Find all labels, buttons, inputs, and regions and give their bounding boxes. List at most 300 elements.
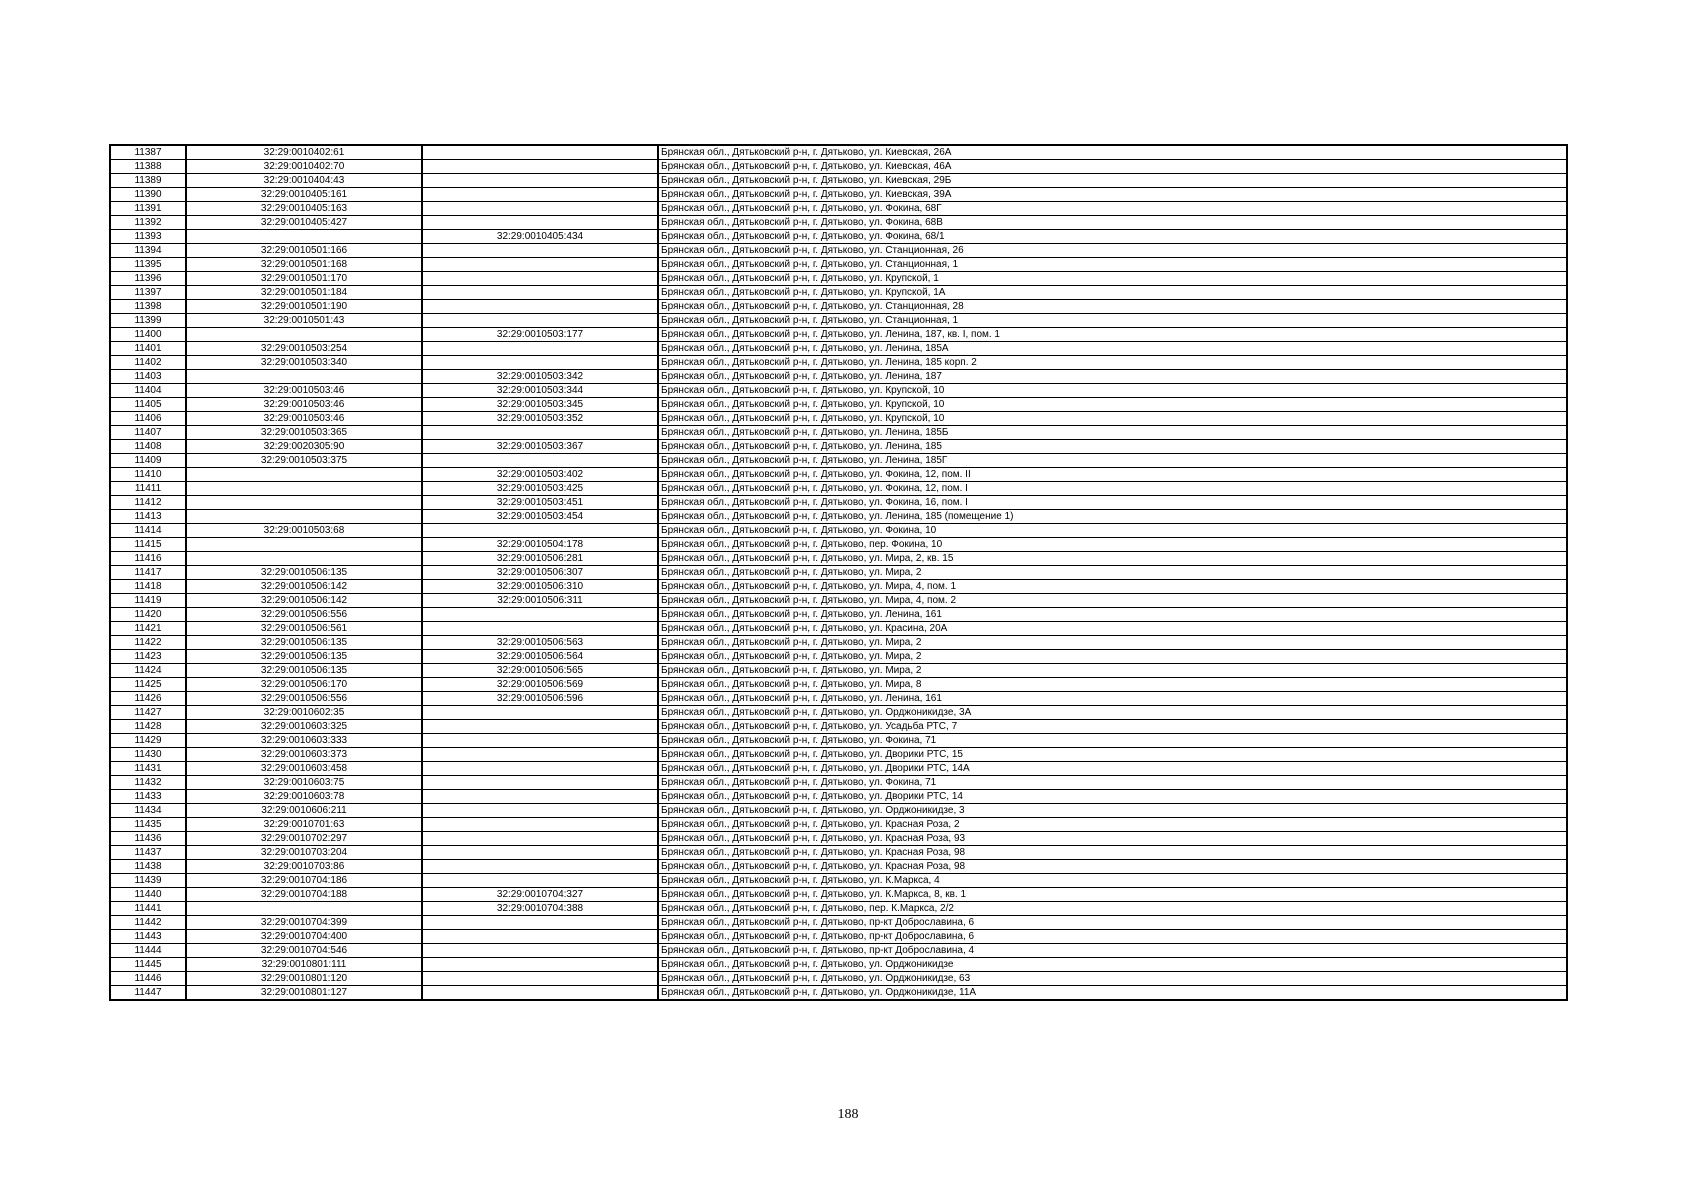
row-number-cell: 11444 [110, 944, 186, 958]
row-number-cell: 11420 [110, 608, 186, 622]
address-cell: Брянская обл., Дятьковский р-н, г. Дятьково, ул. Мира, 2 [658, 566, 1567, 580]
object-cadastral-number-cell: 32:29:0010503:367 [422, 440, 658, 454]
object-cadastral-number-cell [422, 426, 658, 440]
land-cadastral-number-cell: 32:29:0010603:75 [186, 776, 422, 790]
address-cell: Брянская обл., Дятьковский р-н, г. Дятьково, ул. Мира, 4, пом. 1 [658, 580, 1567, 594]
address-cell: Брянская обл., Дятьковский р-н, г. Дятьково, ул. Ленина, 161 [658, 692, 1567, 706]
land-cadastral-number-cell [186, 328, 422, 342]
address-cell: Брянская обл., Дятьковский р-н, г. Дятьково, ул. Орджоникидзе, 3 [658, 804, 1567, 818]
row-number-cell: 11440 [110, 888, 186, 902]
object-cadastral-number-cell [422, 930, 658, 944]
object-cadastral-number-cell: 32:29:0010506:596 [422, 692, 658, 706]
object-cadastral-number-cell: 32:29:0010405:434 [422, 230, 658, 244]
table-row [110, 944, 1567, 958]
row-number-cell: 11415 [110, 538, 186, 552]
object-cadastral-number-cell [422, 314, 658, 328]
row-number-cell: 11430 [110, 748, 186, 762]
table-row [110, 790, 1567, 804]
land-cadastral-number-cell: 32:29:0010503:254 [186, 342, 422, 356]
object-cadastral-number-cell [422, 986, 658, 1001]
table-row [110, 412, 1567, 426]
row-number-cell: 11417 [110, 566, 186, 580]
table-row [110, 986, 1567, 1001]
table-row [110, 622, 1567, 636]
object-cadastral-number-cell [422, 356, 658, 370]
table-row [110, 482, 1567, 496]
object-cadastral-number-cell [422, 860, 658, 874]
row-number-cell: 11439 [110, 874, 186, 888]
land-cadastral-number-cell: 32:29:0010701:63 [186, 818, 422, 832]
row-number-cell: 11419 [110, 594, 186, 608]
object-cadastral-number-cell [422, 300, 658, 314]
object-cadastral-number-cell [422, 286, 658, 300]
row-number-cell: 11414 [110, 524, 186, 538]
object-cadastral-number-cell: 32:29:0010503:425 [422, 482, 658, 496]
land-cadastral-number-cell: 32:29:0010801:127 [186, 986, 422, 1001]
table-row [110, 398, 1567, 412]
row-number-cell: 11410 [110, 468, 186, 482]
address-cell: Брянская обл., Дятьковский р-н, г. Дятьково, ул. Фокина, 12, пом. I [658, 482, 1567, 496]
table-row [110, 314, 1567, 328]
table-row [110, 818, 1567, 832]
object-cadastral-number-cell [422, 342, 658, 356]
land-cadastral-number-cell: 32:29:0010506:142 [186, 594, 422, 608]
land-cadastral-number-cell: 32:29:0010603:333 [186, 734, 422, 748]
land-cadastral-number-cell: 32:29:0010506:135 [186, 650, 422, 664]
land-cadastral-number-cell: 32:29:0010402:70 [186, 160, 422, 174]
row-number-cell: 11433 [110, 790, 186, 804]
row-number-cell: 11422 [110, 636, 186, 650]
row-number-cell: 11407 [110, 426, 186, 440]
page-number: 188 [837, 1107, 859, 1122]
land-cadastral-number-cell: 32:29:0010503:340 [186, 356, 422, 370]
address-cell: Брянская обл., Дятьковский р-н, г. Дятьково, ул. Ленина, 185 корп. 2 [658, 356, 1567, 370]
table-row [110, 902, 1567, 916]
row-number-cell: 11390 [110, 188, 186, 202]
address-cell: Брянская обл., Дятьковский р-н, г. Дятьково, ул. К.Маркса, 4 [658, 874, 1567, 888]
table-row [110, 972, 1567, 986]
object-cadastral-number-cell: 32:29:0010506:307 [422, 566, 658, 580]
row-number-cell: 11445 [110, 958, 186, 972]
row-number-cell: 11388 [110, 160, 186, 174]
table-row [110, 300, 1567, 314]
land-cadastral-number-cell: 32:29:0010704:186 [186, 874, 422, 888]
table-row [110, 258, 1567, 272]
land-cadastral-number-cell [186, 482, 422, 496]
address-cell: Брянская обл., Дятьковский р-н, г. Дятьково, пер. Фокина, 10 [658, 538, 1567, 552]
address-cell: Брянская обл., Дятьковский р-н, г. Дятьково, пр-кт Доброславина, 6 [658, 930, 1567, 944]
address-cell: Брянская обл., Дятьковский р-н, г. Дятьково, ул. Дворики РТС, 15 [658, 748, 1567, 762]
address-cell: Брянская обл., Дятьковский р-н, г. Дятьково, ул. Фокина, 71 [658, 776, 1567, 790]
land-cadastral-number-cell: 32:29:0010405:163 [186, 202, 422, 216]
row-number-cell: 11441 [110, 902, 186, 916]
object-cadastral-number-cell [422, 748, 658, 762]
land-cadastral-number-cell: 32:29:0010503:375 [186, 454, 422, 468]
land-cadastral-number-cell: 32:29:0010402:61 [186, 145, 422, 160]
table-row [110, 734, 1567, 748]
address-cell: Брянская обл., Дятьковский р-н, г. Дятьково, ул. Ленина, 185 [658, 440, 1567, 454]
object-cadastral-number-cell: 32:29:0010503:454 [422, 510, 658, 524]
table-row [110, 692, 1567, 706]
table-row [110, 762, 1567, 776]
table-row [110, 888, 1567, 902]
table-row [110, 244, 1567, 258]
object-cadastral-number-cell [422, 832, 658, 846]
row-number-cell: 11425 [110, 678, 186, 692]
row-number-cell: 11446 [110, 972, 186, 986]
row-number-cell: 11435 [110, 818, 186, 832]
object-cadastral-number-cell [422, 622, 658, 636]
object-cadastral-number-cell [422, 804, 658, 818]
table-row [110, 678, 1567, 692]
land-cadastral-number-cell [186, 496, 422, 510]
row-number-cell: 11405 [110, 398, 186, 412]
land-cadastral-number-cell: 32:29:0010503:68 [186, 524, 422, 538]
land-cadastral-number-cell: 32:29:0010704:399 [186, 916, 422, 930]
object-cadastral-number-cell: 32:29:0010503:451 [422, 496, 658, 510]
land-cadastral-number-cell: 32:29:0010506:556 [186, 692, 422, 706]
land-cadastral-number-cell: 32:29:0010501:43 [186, 314, 422, 328]
table-row [110, 188, 1567, 202]
address-cell: Брянская обл., Дятьковский р-н, г. Дятьково, ул. К.Маркса, 8, кв. 1 [658, 888, 1567, 902]
object-cadastral-number-cell [422, 790, 658, 804]
table-row [110, 174, 1567, 188]
land-cadastral-number-cell [186, 552, 422, 566]
table-row [110, 538, 1567, 552]
row-number-cell: 11403 [110, 370, 186, 384]
row-number-cell: 11396 [110, 272, 186, 286]
object-cadastral-number-cell [422, 776, 658, 790]
object-cadastral-number-cell: 32:29:0010506:569 [422, 678, 658, 692]
land-cadastral-number-cell: 32:29:0010506:170 [186, 678, 422, 692]
land-cadastral-number-cell: 32:29:0010603:325 [186, 720, 422, 734]
row-number-cell: 11394 [110, 244, 186, 258]
land-cadastral-number-cell: 32:29:0010603:78 [186, 790, 422, 804]
object-cadastral-number-cell [422, 958, 658, 972]
address-cell: Брянская обл., Дятьковский р-н, г. Дятьково, ул. Орджоникидзе, 11А [658, 986, 1567, 1001]
object-cadastral-number-cell [422, 258, 658, 272]
table-row [110, 145, 1567, 160]
land-cadastral-number-cell: 32:29:0010405:427 [186, 216, 422, 230]
table-row [110, 552, 1567, 566]
row-number-cell: 11387 [110, 145, 186, 160]
land-cadastral-number-cell: 32:29:0010501:184 [186, 286, 422, 300]
object-cadastral-number-cell: 32:29:0010504:178 [422, 538, 658, 552]
table-row [110, 160, 1567, 174]
table-row [110, 216, 1567, 230]
object-cadastral-number-cell [422, 608, 658, 622]
object-cadastral-number-cell [422, 188, 658, 202]
object-cadastral-number-cell [422, 524, 658, 538]
row-number-cell: 11411 [110, 482, 186, 496]
address-cell: Брянская обл., Дятьковский р-н, г. Дятьково, ул. Крупской, 1 [658, 272, 1567, 286]
land-cadastral-number-cell [186, 230, 422, 244]
table-row [110, 370, 1567, 384]
row-number-cell: 11418 [110, 580, 186, 594]
address-cell: Брянская обл., Дятьковский р-н, г. Дятьково, пр-кт Доброславина, 6 [658, 916, 1567, 930]
object-cadastral-number-cell: 32:29:0010503:344 [422, 384, 658, 398]
address-cell: Брянская обл., Дятьковский р-н, г. Дятьково, ул. Ленина, 185 (помещение 1) [658, 510, 1567, 524]
land-cadastral-number-cell: 32:29:0010503:46 [186, 398, 422, 412]
table-row [110, 566, 1567, 580]
address-cell: Брянская обл., Дятьковский р-н, г. Дятьково, ул. Крупской, 10 [658, 398, 1567, 412]
row-number-cell: 11438 [110, 860, 186, 874]
address-cell: Брянская обл., Дятьковский р-н, г. Дятьково, ул. Красная Роза, 2 [658, 818, 1567, 832]
object-cadastral-number-cell [422, 244, 658, 258]
object-cadastral-number-cell [422, 818, 658, 832]
table-row [110, 580, 1567, 594]
object-cadastral-number-cell [422, 454, 658, 468]
table-row [110, 426, 1567, 440]
address-cell: Брянская обл., Дятьковский р-н, г. Дятьково, ул. Мира, 2, кв. 15 [658, 552, 1567, 566]
table-row [110, 664, 1567, 678]
object-cadastral-number-cell [422, 145, 658, 160]
table-row [110, 636, 1567, 650]
table-row [110, 440, 1567, 454]
land-cadastral-number-cell: 32:29:0010801:111 [186, 958, 422, 972]
object-cadastral-number-cell: 32:29:0010503:177 [422, 328, 658, 342]
object-cadastral-number-cell [422, 874, 658, 888]
land-cadastral-number-cell: 32:29:0010801:120 [186, 972, 422, 986]
table-row [110, 510, 1567, 524]
address-cell: Брянская обл., Дятьковский р-н, г. Дятьково, ул. Киевская, 39А [658, 188, 1567, 202]
object-cadastral-number-cell [422, 216, 658, 230]
row-number-cell: 11421 [110, 622, 186, 636]
land-cadastral-number-cell: 32:29:0010603:373 [186, 748, 422, 762]
object-cadastral-number-cell: 32:29:0010503:342 [422, 370, 658, 384]
address-cell: Брянская обл., Дятьковский р-н, г. Дятьково, ул. Ленина, 187 [658, 370, 1567, 384]
row-number-cell: 11413 [110, 510, 186, 524]
table-row [110, 524, 1567, 538]
object-cadastral-number-cell: 32:29:0010506:565 [422, 664, 658, 678]
object-cadastral-number-cell [422, 202, 658, 216]
land-cadastral-number-cell: 32:29:0010506:135 [186, 566, 422, 580]
address-cell: Брянская обл., Дятьковский р-н, г. Дятьково, ул. Дворики РТС, 14 [658, 790, 1567, 804]
land-cadastral-number-cell [186, 370, 422, 384]
land-cadastral-number-cell: 32:29:0010506:556 [186, 608, 422, 622]
object-cadastral-number-cell: 32:29:0010506:311 [422, 594, 658, 608]
row-number-cell: 11406 [110, 412, 186, 426]
row-number-cell: 11423 [110, 650, 186, 664]
land-cadastral-number-cell: 32:29:0010506:142 [186, 580, 422, 594]
object-cadastral-number-cell: 32:29:0010506:564 [422, 650, 658, 664]
object-cadastral-number-cell [422, 272, 658, 286]
address-cell: Брянская обл., Дятьковский р-н, г. Дятьково, ул. Крупской, 1А [658, 286, 1567, 300]
address-cell: Брянская обл., Дятьковский р-н, г. Дятьково, ул. Красина, 20А [658, 622, 1567, 636]
land-cadastral-number-cell: 32:29:0010404:43 [186, 174, 422, 188]
object-cadastral-number-cell [422, 944, 658, 958]
object-cadastral-number-cell [422, 734, 658, 748]
land-cadastral-number-cell: 32:29:0010503:46 [186, 412, 422, 426]
address-cell: Брянская обл., Дятьковский р-н, г. Дятьково, ул. Красная Роза, 98 [658, 860, 1567, 874]
row-number-cell: 11431 [110, 762, 186, 776]
object-cadastral-number-cell [422, 916, 658, 930]
table-row [110, 860, 1567, 874]
land-cadastral-number-cell: 32:29:0020305:90 [186, 440, 422, 454]
row-number-cell: 11424 [110, 664, 186, 678]
table-row [110, 468, 1567, 482]
table-row [110, 272, 1567, 286]
row-number-cell: 11442 [110, 916, 186, 930]
land-cadastral-number-cell [186, 538, 422, 552]
row-number-cell: 11428 [110, 720, 186, 734]
address-cell: Брянская обл., Дятьковский р-н, г. Дятьково, ул. Мира, 2 [658, 650, 1567, 664]
address-cell: Брянская обл., Дятьковский р-н, г. Дятьково, ул. Ленина, 185Б [658, 426, 1567, 440]
address-cell: Брянская обл., Дятьковский р-н, г. Дятьково, ул. Орджоникидзе, 63 [658, 972, 1567, 986]
address-cell: Брянская обл., Дятьковский р-н, г. Дятьково, ул. Крупской, 10 [658, 412, 1567, 426]
row-number-cell: 11401 [110, 342, 186, 356]
address-cell: Брянская обл., Дятьковский р-н, г. Дятьково, ул. Киевская, 46А [658, 160, 1567, 174]
address-cell: Брянская обл., Дятьковский р-н, г. Дятьково, ул. Орджоникидзе [658, 958, 1567, 972]
object-cadastral-number-cell: 32:29:0010503:345 [422, 398, 658, 412]
land-cadastral-number-cell: 32:29:0010704:400 [186, 930, 422, 944]
object-cadastral-number-cell [422, 762, 658, 776]
table-row [110, 650, 1567, 664]
land-cadastral-number-cell: 32:29:0010501:190 [186, 300, 422, 314]
row-number-cell: 11398 [110, 300, 186, 314]
table-row [110, 608, 1567, 622]
table-row [110, 916, 1567, 930]
object-cadastral-number-cell: 32:29:0010503:402 [422, 468, 658, 482]
address-cell: Брянская обл., Дятьковский р-н, г. Дятьково, ул. Красная Роза, 98 [658, 846, 1567, 860]
address-cell: Брянская обл., Дятьковский р-н, г. Дятьково, ул. Усадьба РТС, 7 [658, 720, 1567, 734]
land-cadastral-number-cell: 32:29:0010506:561 [186, 622, 422, 636]
land-cadastral-number-cell: 32:29:0010405:161 [186, 188, 422, 202]
address-cell: Брянская обл., Дятьковский р-н, г. Дятьково, ул. Ленина, 185Г [658, 454, 1567, 468]
row-number-cell: 11427 [110, 706, 186, 720]
address-cell: Брянская обл., Дятьковский р-н, г. Дятьково, ул. Мира, 4, пом. 2 [658, 594, 1567, 608]
land-cadastral-number-cell: 32:29:0010506:135 [186, 664, 422, 678]
row-number-cell: 11402 [110, 356, 186, 370]
address-cell: Брянская обл., Дятьковский р-н, г. Дятьково, ул. Фокина, 12, пом. II [658, 468, 1567, 482]
row-number-cell: 11393 [110, 230, 186, 244]
table-row [110, 958, 1567, 972]
address-cell: Брянская обл., Дятьковский р-н, г. Дятьково, ул. Фокина, 68/1 [658, 230, 1567, 244]
land-cadastral-number-cell [186, 510, 422, 524]
table-row [110, 328, 1567, 342]
row-number-cell: 11432 [110, 776, 186, 790]
object-cadastral-number-cell [422, 160, 658, 174]
table-row [110, 202, 1567, 216]
land-cadastral-number-cell: 32:29:0010702:297 [186, 832, 422, 846]
address-cell: Брянская обл., Дятьковский р-н, г. Дятьково, ул. Ленина, 187, кв. I, пом. 1 [658, 328, 1567, 342]
table-row [110, 454, 1567, 468]
table-row [110, 874, 1567, 888]
address-cell: Брянская обл., Дятьковский р-н, г. Дятьково, ул. Ленина, 185А [658, 342, 1567, 356]
row-number-cell: 11399 [110, 314, 186, 328]
row-number-cell: 11426 [110, 692, 186, 706]
row-number-cell: 11429 [110, 734, 186, 748]
row-number-cell: 11447 [110, 986, 186, 1001]
object-cadastral-number-cell: 32:29:0010704:327 [422, 888, 658, 902]
address-cell: Брянская обл., Дятьковский р-н, г. Дятьково, ул. Фокина, 16, пом. I [658, 496, 1567, 510]
table-row [110, 804, 1567, 818]
address-cell: Брянская обл., Дятьковский р-н, г. Дятьково, ул. Дворики РТС, 14А [658, 762, 1567, 776]
address-cell: Брянская обл., Дятьковский р-н, г. Дятьково, ул. Фокина, 68Г [658, 202, 1567, 216]
object-cadastral-number-cell: 32:29:0010506:563 [422, 636, 658, 650]
land-cadastral-number-cell: 32:29:0010603:458 [186, 762, 422, 776]
address-cell: Брянская обл., Дятьковский р-н, г. Дятьково, ул. Фокина, 68В [658, 216, 1567, 230]
address-cell: Брянская обл., Дятьковский р-н, г. Дятьково, ул. Мира, 2 [658, 664, 1567, 678]
cadastral-table [109, 144, 1568, 1001]
row-number-cell: 11400 [110, 328, 186, 342]
address-cell: Брянская обл., Дятьковский р-н, г. Дятьково, ул. Киевская, 29Б [658, 174, 1567, 188]
row-number-cell: 11434 [110, 804, 186, 818]
land-cadastral-number-cell: 32:29:0010602:35 [186, 706, 422, 720]
land-cadastral-number-cell: 32:29:0010606:211 [186, 804, 422, 818]
table-row [110, 846, 1567, 860]
row-number-cell: 11412 [110, 496, 186, 510]
land-cadastral-number-cell [186, 468, 422, 482]
row-number-cell: 11391 [110, 202, 186, 216]
row-number-cell: 11397 [110, 286, 186, 300]
land-cadastral-number-cell: 32:29:0010501:168 [186, 258, 422, 272]
row-number-cell: 11436 [110, 832, 186, 846]
address-cell: Брянская обл., Дятьковский р-н, г. Дятьково, ул. Ленина, 161 [658, 608, 1567, 622]
table-row [110, 286, 1567, 300]
address-cell: Брянская обл., Дятьковский р-н, г. Дятьково, пер. К.Маркса, 2/2 [658, 902, 1567, 916]
row-number-cell: 11443 [110, 930, 186, 944]
table-row [110, 594, 1567, 608]
address-cell: Брянская обл., Дятьковский р-н, г. Дятьково, ул. Красная Роза, 93 [658, 832, 1567, 846]
address-cell: Брянская обл., Дятьковский р-н, г. Дятьково, ул. Станционная, 26 [658, 244, 1567, 258]
address-cell: Брянская обл., Дятьковский р-н, г. Дятьково, ул. Мира, 2 [658, 636, 1567, 650]
table-row [110, 230, 1567, 244]
object-cadastral-number-cell: 32:29:0010506:310 [422, 580, 658, 594]
address-cell: Брянская обл., Дятьковский р-н, г. Дятьково, ул. Фокина, 10 [658, 524, 1567, 538]
land-cadastral-number-cell: 32:29:0010503:365 [186, 426, 422, 440]
land-cadastral-number-cell: 32:29:0010704:188 [186, 888, 422, 902]
object-cadastral-number-cell: 32:29:0010704:388 [422, 902, 658, 916]
object-cadastral-number-cell [422, 972, 658, 986]
address-cell: Брянская обл., Дятьковский р-н, г. Дятьково, пр-кт Доброславина, 4 [658, 944, 1567, 958]
row-number-cell: 11404 [110, 384, 186, 398]
table-row [110, 496, 1567, 510]
address-cell: Брянская обл., Дятьковский р-н, г. Дятьково, ул. Станционная, 28 [658, 300, 1567, 314]
object-cadastral-number-cell [422, 720, 658, 734]
address-cell: Брянская обл., Дятьковский р-н, г. Дятьково, ул. Киевская, 26А [658, 145, 1567, 160]
object-cadastral-number-cell: 32:29:0010506:281 [422, 552, 658, 566]
table-row [110, 356, 1567, 370]
address-cell: Брянская обл., Дятьковский р-н, г. Дятьково, ул. Станционная, 1 [658, 314, 1567, 328]
land-cadastral-number-cell: 32:29:0010506:135 [186, 636, 422, 650]
address-cell: Брянская обл., Дятьковский р-н, г. Дятьково, ул. Орджоникидзе, 3А [658, 706, 1567, 720]
row-number-cell: 11409 [110, 454, 186, 468]
table-row [110, 776, 1567, 790]
table-row [110, 748, 1567, 762]
row-number-cell: 11437 [110, 846, 186, 860]
table-row [110, 930, 1567, 944]
land-cadastral-number-cell: 32:29:0010703:204 [186, 846, 422, 860]
address-cell: Брянская обл., Дятьковский р-н, г. Дятьково, ул. Станционная, 1 [658, 258, 1567, 272]
object-cadastral-number-cell: 32:29:0010503:352 [422, 412, 658, 426]
land-cadastral-number-cell: 32:29:0010703:86 [186, 860, 422, 874]
land-cadastral-number-cell: 32:29:0010704:546 [186, 944, 422, 958]
object-cadastral-number-cell [422, 706, 658, 720]
land-cadastral-number-cell: 32:29:0010501:166 [186, 244, 422, 258]
table-body [110, 145, 1567, 1000]
object-cadastral-number-cell [422, 174, 658, 188]
address-cell: Брянская обл., Дятьковский р-н, г. Дятьково, ул. Мира, 8 [658, 678, 1567, 692]
row-number-cell: 11389 [110, 174, 186, 188]
row-number-cell: 11395 [110, 258, 186, 272]
row-number-cell: 11392 [110, 216, 186, 230]
object-cadastral-number-cell [422, 846, 658, 860]
land-cadastral-number-cell: 32:29:0010503:46 [186, 384, 422, 398]
table-row [110, 342, 1567, 356]
address-cell: Брянская обл., Дятьковский р-н, г. Дятьково, ул. Фокина, 71 [658, 734, 1567, 748]
table-row [110, 832, 1567, 846]
